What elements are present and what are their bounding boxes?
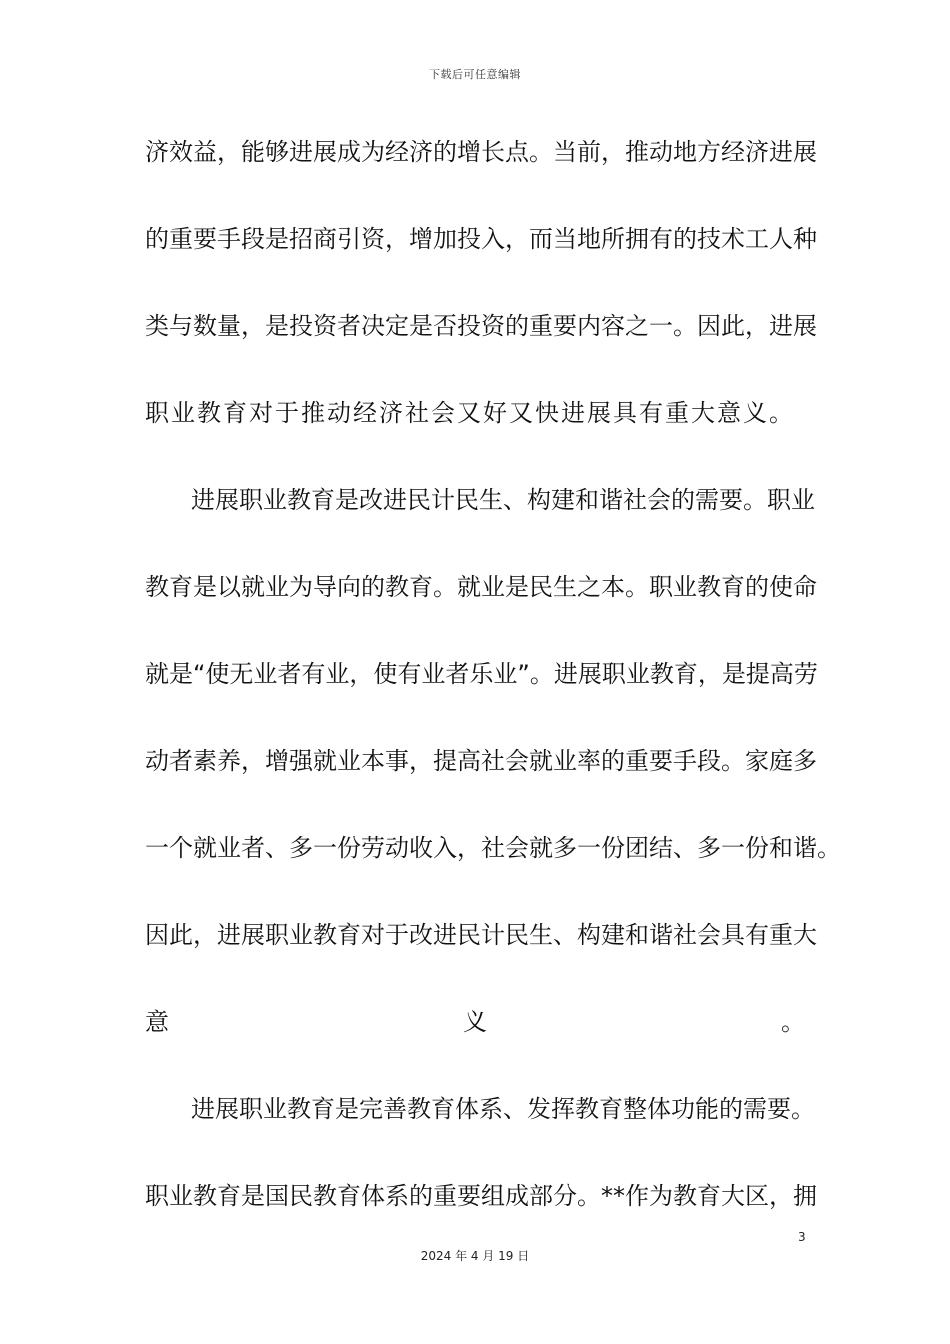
paragraph-3-first-line: 进展职业教育是完善教育体系、发挥教育整体功能的需要。 <box>191 1095 815 1123</box>
paragraph-2-first-line: 进展职业教育是改进民计民生、构建和谐社会的需要。职业 <box>191 486 815 514</box>
spread-char-2: 义 <box>463 1008 487 1036</box>
body-line-9: 一个就业者、多一份劳动收入，社会就多一份团结、多一份和谐。 <box>145 834 841 862</box>
body-line-8: 动者素养，增强就业本事，提高社会就业率的重要手段。家庭多 <box>145 747 817 775</box>
justified-last-line <box>145 1007 805 1037</box>
body-line-4: 职业教育对于推动经济社会又好又快进展具有重大意义。 <box>145 399 795 427</box>
header-note: 下载后可任意编辑 <box>429 68 521 81</box>
footer-date: 2024 年 4 月 19 日 <box>420 1249 530 1263</box>
body-line-3: 类与数量，是投资者决定是否投资的重要内容之一。因此，进展 <box>145 312 817 340</box>
spread-char-3: 。 <box>781 1008 805 1036</box>
body-line-7: 就是“使无业者有业，使有业者乐业”。进展职业教育，是提高劳 <box>145 660 818 688</box>
page-number: 3 <box>798 1230 806 1244</box>
body-line-6: 教育是以就业为导向的教育。就业是民生之本。职业教育的使命 <box>145 573 817 601</box>
body-line-10: 因此，进展职业教育对于改进民计民生、构建和谐社会具有重大 <box>145 921 817 949</box>
body-line-1: 济效益，能够进展成为经济的增长点。当前，推动地方经济进展 <box>145 138 817 166</box>
spread-char-1: 意 <box>145 1008 169 1036</box>
body-line-13: 职业教育是国民教育体系的重要组成部分。**作为教育大区，拥 <box>145 1182 817 1210</box>
body-line-2: 的重要手段是招商引资，增加投入，而当地所拥有的技术工人种 <box>145 225 817 253</box>
